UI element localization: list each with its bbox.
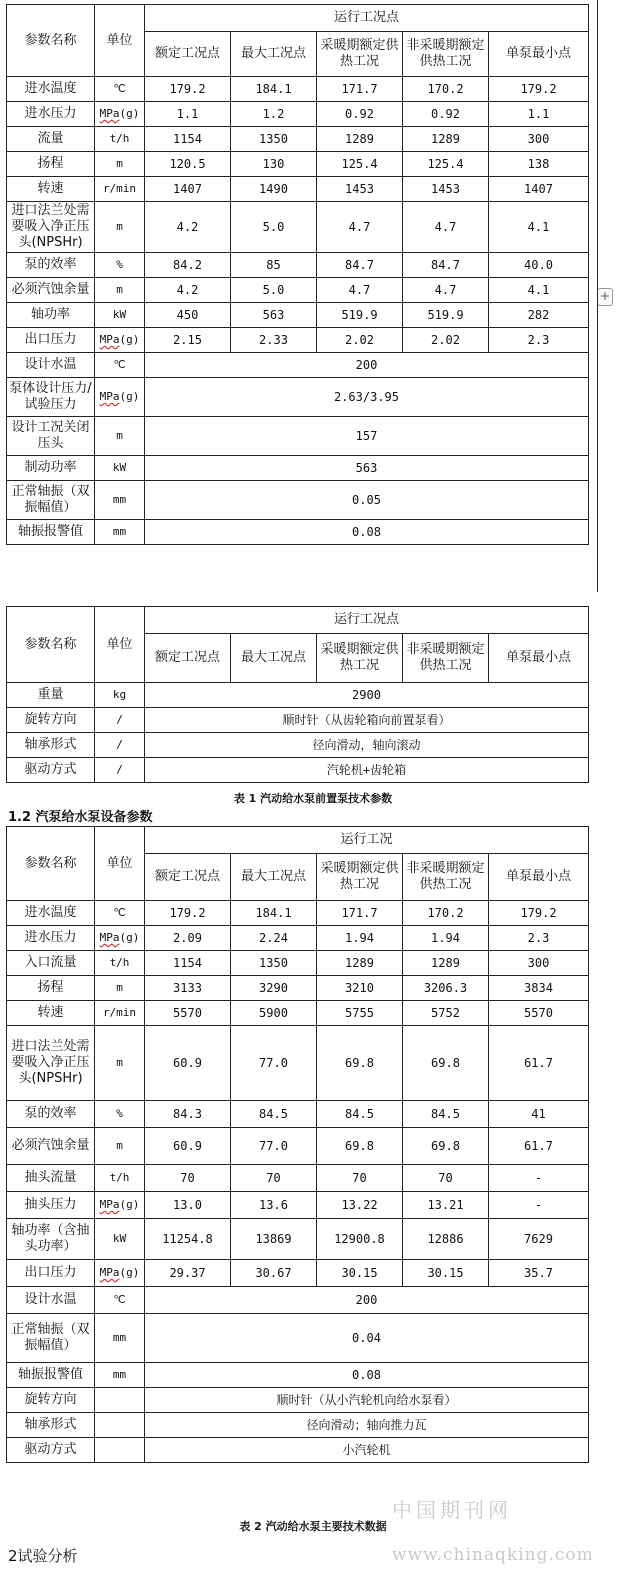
condition-column-header: 单泵最小点 <box>489 634 589 683</box>
table-row <box>7 278 589 303</box>
value-cell: 184.1 <box>231 77 317 102</box>
condition-column-header: 非采暖期额定供热工况 <box>403 634 489 683</box>
value-cell: 60.9 <box>145 1026 231 1101</box>
param-name-cell: 制动功率 <box>7 456 95 481</box>
unit-cell: t/h <box>95 951 145 976</box>
condition-group-header: 运行工况点 <box>145 607 589 634</box>
table-row <box>7 926 589 951</box>
condition-column-header: 采暖期额定供热工况 <box>317 32 403 77</box>
unit-cell <box>95 1388 145 1413</box>
unit-cell: t/h <box>95 127 145 152</box>
condition-column-header: 最大工况点 <box>231 32 317 77</box>
value-cell: 1289 <box>317 127 403 152</box>
value-cell: 5570 <box>145 1001 231 1026</box>
value-cell: 5900 <box>231 1001 317 1026</box>
value-cell: 2.02 <box>317 328 403 353</box>
param-name-cell: 扬程 <box>7 152 95 177</box>
merged-value-cell: 径向滑动，轴向滚动 <box>145 733 589 758</box>
value-cell: 13.0 <box>145 1192 231 1219</box>
table-row <box>7 253 589 278</box>
unit-cell: m <box>95 417 145 456</box>
value-cell: 170.2 <box>403 901 489 926</box>
table-row <box>7 901 589 926</box>
value-cell: 4.1 <box>489 278 589 303</box>
section2-heading: 2试验分析 <box>8 1547 78 1565</box>
condition-column-header: 额定工况点 <box>145 32 231 77</box>
value-cell: 4.1 <box>489 202 589 253</box>
param-name-cell: 轴功率（含抽头功率） <box>7 1219 95 1260</box>
table-row <box>7 328 589 353</box>
value-cell: 13.22 <box>317 1192 403 1219</box>
value-cell: 1.1 <box>489 102 589 127</box>
unit-cell <box>95 1438 145 1463</box>
value-cell: 70 <box>145 1165 231 1192</box>
condition-column-header: 最大工况点 <box>231 634 317 683</box>
value-cell: 70 <box>317 1165 403 1192</box>
value-cell: 69.8 <box>317 1026 403 1101</box>
condition-group-header: 运行工况点 <box>145 5 589 32</box>
table-row <box>7 1314 589 1363</box>
value-cell: 30.15 <box>403 1260 489 1287</box>
value-cell: 29.37 <box>145 1260 231 1287</box>
value-cell: 1407 <box>489 177 589 202</box>
value-cell: 3834 <box>489 976 589 1001</box>
table-row <box>7 1192 589 1219</box>
table-row <box>7 1413 589 1438</box>
value-cell: 3133 <box>145 976 231 1001</box>
table-row <box>7 353 589 378</box>
merged-value-cell: 0.05 <box>145 481 589 520</box>
value-cell: 70 <box>403 1165 489 1192</box>
unit-cell: m <box>95 1128 145 1165</box>
value-cell: 1453 <box>403 177 489 202</box>
value-cell: 61.7 <box>489 1128 589 1165</box>
unit-cell: ℃ <box>95 77 145 102</box>
value-cell: 7629 <box>489 1219 589 1260</box>
value-cell: 519.9 <box>317 303 403 328</box>
unit-cell: ℃ <box>95 1287 145 1314</box>
value-cell: 2.3 <box>489 926 589 951</box>
value-cell: 13.21 <box>403 1192 489 1219</box>
value-cell: 85 <box>231 253 317 278</box>
value-cell: 450 <box>145 303 231 328</box>
value-cell: 1.1 <box>145 102 231 127</box>
value-cell: 84.5 <box>317 1101 403 1128</box>
unit-header: 单位 <box>95 5 145 77</box>
param-name-cell: 进水压力 <box>7 102 95 127</box>
param-name-cell: 设计水温 <box>7 353 95 378</box>
value-cell: 1490 <box>231 177 317 202</box>
feed-pump-parameter-table <box>6 826 589 1463</box>
value-cell: 60.9 <box>145 1128 231 1165</box>
merged-value-cell: 563 <box>145 456 589 481</box>
unit-cell: m <box>95 1026 145 1101</box>
condition-column-header: 非采暖期额定供热工况 <box>403 854 489 901</box>
unit-cell: kW <box>95 303 145 328</box>
unit-cell: m <box>95 202 145 253</box>
merged-value-cell: 顺时针（从齿轮箱向前置泵看） <box>145 708 589 733</box>
param-name-cell: 重量 <box>7 683 95 708</box>
table-row <box>7 202 589 253</box>
unit-cell: kW <box>95 1219 145 1260</box>
param-name-header: 参数名称 <box>7 607 95 683</box>
value-cell: 84.5 <box>231 1101 317 1128</box>
value-cell: 84.2 <box>145 253 231 278</box>
value-cell: 11254.8 <box>145 1219 231 1260</box>
param-name-cell: 出口压力 <box>7 328 95 353</box>
unit-cell: ℃ <box>95 353 145 378</box>
value-cell: 0.92 <box>317 102 403 127</box>
value-cell: 69.8 <box>403 1026 489 1101</box>
value-cell: 1154 <box>145 127 231 152</box>
value-cell: 12900.8 <box>317 1219 403 1260</box>
unit-cell: / <box>95 758 145 783</box>
unit-cell: t/h <box>95 1165 145 1192</box>
value-cell: 61.7 <box>489 1026 589 1101</box>
param-name-cell: 轴振报警值 <box>7 520 95 545</box>
unit-cell: MPa(g) <box>95 1192 145 1219</box>
value-cell: 1350 <box>231 951 317 976</box>
unit-header: 单位 <box>95 827 145 901</box>
table2-caption: 表 2 汽动给水泵主要技术数据 <box>239 1520 387 1533</box>
unit-cell: MPa(g) <box>95 926 145 951</box>
merged-value-cell: 顺时针（从小汽轮机向给水泵看） <box>145 1388 589 1413</box>
condition-column-header: 额定工况点 <box>145 634 231 683</box>
value-cell: 40.0 <box>489 253 589 278</box>
value-cell: 4.7 <box>403 278 489 303</box>
table-row <box>7 733 589 758</box>
condition-column-header: 最大工况点 <box>231 854 317 901</box>
value-cell: 1453 <box>317 177 403 202</box>
unit-cell: mm <box>95 481 145 520</box>
param-name-cell: 轴功率 <box>7 303 95 328</box>
value-cell: 4.2 <box>145 202 231 253</box>
param-name-cell: 驱动方式 <box>7 758 95 783</box>
value-cell: 2.33 <box>231 328 317 353</box>
value-cell: 2.09 <box>145 926 231 951</box>
table-row <box>7 127 589 152</box>
merged-value-cell: 0.08 <box>145 1363 589 1388</box>
value-cell: 1289 <box>403 127 489 152</box>
value-cell: 3210 <box>317 976 403 1001</box>
value-cell: 125.4 <box>403 152 489 177</box>
param-name-cell: 轴振报警值 <box>7 1363 95 1388</box>
table-row <box>7 303 589 328</box>
table-row <box>7 152 589 177</box>
unit-cell: MPa(g) <box>95 1260 145 1287</box>
value-cell: 184.1 <box>231 901 317 926</box>
table-row <box>7 708 589 733</box>
value-cell: 2.3 <box>489 328 589 353</box>
value-cell: - <box>489 1192 589 1219</box>
param-name-cell: 流量 <box>7 127 95 152</box>
table-row <box>7 1165 589 1192</box>
table-row <box>7 1219 589 1260</box>
table-row <box>7 520 589 545</box>
value-cell: 1350 <box>231 127 317 152</box>
value-cell: 1154 <box>145 951 231 976</box>
table-row <box>7 1388 589 1413</box>
value-cell: 125.4 <box>317 152 403 177</box>
unit-cell: kg <box>95 683 145 708</box>
merged-value-cell: 径向滑动；轴向推力瓦 <box>145 1413 589 1438</box>
param-name-cell: 入口流量 <box>7 951 95 976</box>
value-cell: 282 <box>489 303 589 328</box>
condition-column-header: 采暖期额定供热工况 <box>317 634 403 683</box>
param-name-cell: 旋转方向 <box>7 1388 95 1413</box>
unit-cell: mm <box>95 520 145 545</box>
value-cell: 84.5 <box>403 1101 489 1128</box>
table-row <box>7 1260 589 1287</box>
param-name-cell: 抽头压力 <box>7 1192 95 1219</box>
param-name-cell: 轴承形式 <box>7 1413 95 1438</box>
table-row <box>7 456 589 481</box>
param-name-cell: 进口法兰处需要吸入净正压头(NPSHr) <box>7 202 95 253</box>
param-name-cell: 旋转方向 <box>7 708 95 733</box>
pre-pump-general-table <box>6 606 589 783</box>
condition-column-header: 单泵最小点 <box>489 854 589 901</box>
value-cell: 77.0 <box>231 1128 317 1165</box>
table-row <box>7 102 589 127</box>
unit-header: 单位 <box>95 607 145 683</box>
unit-cell: ℃ <box>95 901 145 926</box>
unit-cell: % <box>95 253 145 278</box>
param-name-cell: 泵的效率 <box>7 253 95 278</box>
param-name-cell: 设计工况关闭压头 <box>7 417 95 456</box>
table-row <box>7 177 589 202</box>
unit-cell: mm <box>95 1314 145 1363</box>
value-cell: 30.67 <box>231 1260 317 1287</box>
param-name-cell: 抽头流量 <box>7 1165 95 1192</box>
param-name-cell: 进水温度 <box>7 901 95 926</box>
table-row <box>7 1026 589 1101</box>
value-cell: 13.6 <box>231 1192 317 1219</box>
value-cell: 30.15 <box>317 1260 403 1287</box>
value-cell: 563 <box>231 303 317 328</box>
value-cell: 4.7 <box>317 202 403 253</box>
table-row <box>7 976 589 1001</box>
unit-cell: m <box>95 278 145 303</box>
value-cell: 1.94 <box>403 926 489 951</box>
value-cell: 3206.3 <box>403 976 489 1001</box>
table-row <box>7 77 589 102</box>
value-cell: 4.7 <box>403 202 489 253</box>
param-name-cell: 进口法兰处需要吸入净正压头(NPSHr) <box>7 1026 95 1101</box>
merged-value-cell: 汽轮机+齿轮箱 <box>145 758 589 783</box>
condition-column-header: 非采暖期额定供热工况 <box>403 32 489 77</box>
value-cell: 12886 <box>403 1219 489 1260</box>
header-row <box>7 607 589 634</box>
value-cell: 70 <box>231 1165 317 1192</box>
unit-cell: MPa(g) <box>95 102 145 127</box>
param-name-cell: 转速 <box>7 177 95 202</box>
value-cell: 3290 <box>231 976 317 1001</box>
value-cell: 2.24 <box>231 926 317 951</box>
param-name-cell: 进水压力 <box>7 926 95 951</box>
value-cell: 69.8 <box>403 1128 489 1165</box>
param-name-cell: 泵的效率 <box>7 1101 95 1128</box>
unit-cell: / <box>95 708 145 733</box>
table-edge-line <box>597 312 598 592</box>
merged-value-cell: 0.08 <box>145 520 589 545</box>
value-cell: 69.8 <box>317 1128 403 1165</box>
table-row <box>7 378 589 417</box>
param-name-cell: 进水温度 <box>7 77 95 102</box>
param-name-cell: 必须汽蚀余量 <box>7 1128 95 1165</box>
param-name-cell: 轴承形式 <box>7 733 95 758</box>
unit-cell: r/min <box>95 177 145 202</box>
condition-column-header: 采暖期额定供热工况 <box>317 854 403 901</box>
condition-column-header: 单泵最小点 <box>489 32 589 77</box>
merged-value-cell: 157 <box>145 417 589 456</box>
value-cell: 5570 <box>489 1001 589 1026</box>
unit-cell: r/min <box>95 1001 145 1026</box>
watermark-cn: 中国期刊网 <box>392 1498 512 1522</box>
value-cell: 171.7 <box>317 77 403 102</box>
table-row <box>7 1128 589 1165</box>
header-row <box>7 827 589 854</box>
unit-cell: MPa(g) <box>95 328 145 353</box>
param-name-cell: 驱动方式 <box>7 1438 95 1463</box>
table1-caption: 表 1 汽动给水泵前置泵技术参数 <box>233 792 393 805</box>
value-cell: 179.2 <box>489 901 589 926</box>
value-cell: 5.0 <box>231 278 317 303</box>
value-cell: 77.0 <box>231 1026 317 1101</box>
unit-cell: MPa(g) <box>95 378 145 417</box>
value-cell: 84.7 <box>403 253 489 278</box>
merged-value-cell: 小汽轮机 <box>145 1438 589 1463</box>
table-row <box>7 1363 589 1388</box>
value-cell: 2.02 <box>403 328 489 353</box>
value-cell: 519.9 <box>403 303 489 328</box>
param-name-header: 参数名称 <box>7 827 95 901</box>
param-name-cell: 泵体设计压力/试验压力 <box>7 378 95 417</box>
unit-cell <box>95 1413 145 1438</box>
merged-value-cell: 0.04 <box>145 1314 589 1363</box>
table-expand-handle[interactable]: + <box>597 288 613 306</box>
param-name-header: 参数名称 <box>7 5 95 77</box>
value-cell: 179.2 <box>145 77 231 102</box>
merged-value-cell: 2.63/3.95 <box>145 378 589 417</box>
value-cell: 179.2 <box>145 901 231 926</box>
table-row <box>7 683 589 708</box>
value-cell: 0.92 <box>403 102 489 127</box>
value-cell: 1.2 <box>231 102 317 127</box>
merged-value-cell: 2900 <box>145 683 589 708</box>
unit-cell: m <box>95 152 145 177</box>
table-row <box>7 417 589 456</box>
table-row <box>7 1101 589 1128</box>
header-row <box>7 5 589 32</box>
table-row <box>7 481 589 520</box>
value-cell: 2.15 <box>145 328 231 353</box>
value-cell: - <box>489 1165 589 1192</box>
unit-cell: m <box>95 976 145 1001</box>
param-name-cell: 出口压力 <box>7 1260 95 1287</box>
section-heading: 1.2 汽泵给水泵设备参数 <box>8 810 153 825</box>
condition-group-header: 运行工况 <box>145 827 589 854</box>
value-cell: 13869 <box>231 1219 317 1260</box>
table-edge-line <box>597 0 598 312</box>
table-row <box>7 1438 589 1463</box>
value-cell: 120.5 <box>145 152 231 177</box>
pre-pump-parameter-table <box>6 4 589 545</box>
value-cell: 41 <box>489 1101 589 1128</box>
value-cell: 1289 <box>317 951 403 976</box>
unit-cell: / <box>95 733 145 758</box>
value-cell: 4.7 <box>317 278 403 303</box>
value-cell: 300 <box>489 127 589 152</box>
table-row <box>7 951 589 976</box>
value-cell: 5755 <box>317 1001 403 1026</box>
param-name-cell: 扬程 <box>7 976 95 1001</box>
value-cell: 171.7 <box>317 901 403 926</box>
merged-value-cell: 200 <box>145 1287 589 1314</box>
value-cell: 300 <box>489 951 589 976</box>
merged-value-cell: 200 <box>145 353 589 378</box>
table-row <box>7 1001 589 1026</box>
unit-cell: kW <box>95 456 145 481</box>
value-cell: 1289 <box>403 951 489 976</box>
value-cell: 84.3 <box>145 1101 231 1128</box>
value-cell: 4.2 <box>145 278 231 303</box>
unit-cell: % <box>95 1101 145 1128</box>
watermark-url: www.chinaqking.com <box>392 1545 594 1565</box>
value-cell: 130 <box>231 152 317 177</box>
value-cell: 5.0 <box>231 202 317 253</box>
value-cell: 138 <box>489 152 589 177</box>
value-cell: 35.7 <box>489 1260 589 1287</box>
param-name-cell: 正常轴振（双振幅值） <box>7 1314 95 1363</box>
unit-cell: mm <box>95 1363 145 1388</box>
param-name-cell: 正常轴振（双振幅值） <box>7 481 95 520</box>
condition-column-header: 额定工况点 <box>145 854 231 901</box>
param-name-cell: 转速 <box>7 1001 95 1026</box>
param-name-cell: 必须汽蚀余量 <box>7 278 95 303</box>
value-cell: 1407 <box>145 177 231 202</box>
table-row <box>7 758 589 783</box>
param-name-cell: 设计水温 <box>7 1287 95 1314</box>
value-cell: 5752 <box>403 1001 489 1026</box>
value-cell: 1.94 <box>317 926 403 951</box>
value-cell: 170.2 <box>403 77 489 102</box>
table-row <box>7 1287 589 1314</box>
value-cell: 179.2 <box>489 77 589 102</box>
value-cell: 84.7 <box>317 253 403 278</box>
